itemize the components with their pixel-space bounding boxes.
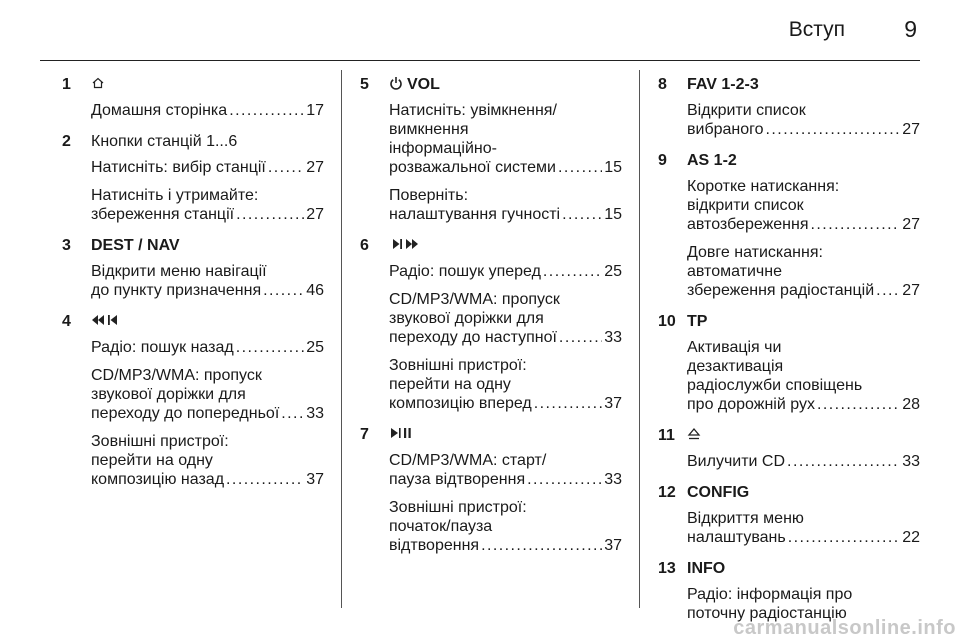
entry-text: Зовнішні пристрої: [389,357,527,374]
item-label-text: DEST / NAV [91,237,180,254]
dot-leader [543,262,602,281]
page-reference[interactable]: 27 [306,159,324,176]
page-reference[interactable]: 46 [306,282,324,299]
entry-text: композицію назад [91,471,225,488]
item-label [389,76,440,95]
item-entry [389,498,622,555]
column-3 [658,72,920,632]
entry-reference [389,394,622,413]
dot-leader [229,101,304,120]
entry-reference [91,338,324,357]
item-entry [687,243,920,300]
entry-text: переходу до наступної [389,329,557,346]
watermark: carmanualsonline.info [733,617,956,639]
column-divider [639,70,640,608]
entry-text: вибраного [687,121,764,138]
entry-text: Зовнішні пристрої: [389,499,527,516]
page-reference[interactable]: 15 [604,206,622,223]
power-icon [389,76,403,95]
dot-leader [876,281,900,300]
item-entry [389,101,622,177]
dot-leader [281,404,304,423]
home-icon [91,76,105,95]
page-header [40,0,920,60]
legend-item [658,556,920,623]
entry-text: Відкриття меню [687,510,804,527]
item-entry [687,509,920,547]
dot-leader [236,338,305,357]
entry-text: CD/MP3/WMA: старт/ [389,452,547,469]
legend-item [62,129,324,224]
entry-text: про дорожній рух [687,396,815,413]
page-reference[interactable]: 33 [902,453,920,470]
entry-reference [91,158,324,177]
entry-text: Радіо: пошук назад [91,339,234,356]
entry-text: налаштувань [687,529,786,546]
entry-text: вимкнення [389,121,469,138]
entry-text: дезактивація [687,358,784,375]
item-entry [687,177,920,234]
item-entry [389,262,622,281]
item-label-text: FAV 1-2-3 [687,76,759,93]
entry-text: налаштування гучності [389,206,561,223]
legend-item [62,309,324,489]
legend-item [62,72,324,120]
entry-reference [687,215,920,234]
dot-leader [263,281,304,300]
entry-text: Активація чи [687,339,782,356]
entry-reference [91,281,324,300]
dot-leader [562,205,602,224]
dot-leader [558,158,602,177]
item-entry [389,451,622,489]
item-entry [389,290,622,347]
entry-text: автозбереження [687,216,809,233]
entry-text: Відкрити список [687,102,806,119]
entry-reference [91,205,324,224]
entry-text: CD/MP3/WMA: пропуск [91,367,262,384]
item-number: 6 [360,237,369,254]
legend-item [360,72,622,224]
page-reference[interactable]: 25 [604,263,622,280]
item-label [687,313,707,331]
item-label [91,76,105,95]
entry-reference [91,404,324,423]
page-reference[interactable]: 37 [306,471,324,488]
entry-reference [389,536,622,555]
item-label [389,237,419,256]
item-label [91,133,237,151]
item-number: 4 [62,313,71,330]
entry-text: Натисніть: вибір станції [91,159,266,176]
page-reference[interactable]: 33 [306,405,324,422]
entry-text: переходу до попередньої [91,405,280,422]
entry-text: пауза відтворення [389,471,526,488]
entry-reference [91,101,324,120]
entry-text: Довге натискання: [687,244,823,261]
entry-text: Домашня сторінка [91,102,228,119]
legend-item [658,309,920,414]
entry-text: Зовнішні пристрої: [91,433,229,450]
item-label [389,426,413,445]
dot-leader [817,395,900,414]
entry-reference [389,262,622,281]
entry-text: CD/MP3/WMA: пропуск [389,291,560,308]
seek-forward-icon [389,237,419,256]
entry-text: звукової доріжки для [389,310,544,327]
dot-leader [787,452,900,471]
legend-item [658,480,920,547]
dot-leader [226,470,304,489]
page-reference[interactable]: 22 [902,529,920,546]
item-number: 12 [658,484,676,501]
entry-reference [687,452,920,471]
legend-item [658,72,920,139]
entry-text: Радіо: пошук уперед [389,263,541,280]
dot-leader [534,394,602,413]
entry-reference [389,205,622,224]
column-1 [62,72,324,498]
dot-leader [788,528,901,547]
page-number: 9 [904,16,917,42]
entry-text: Натисніть: увімкнення/ [389,102,557,119]
item-number: 3 [62,237,71,254]
page-reference[interactable]: 37 [604,395,622,412]
item-number: 5 [360,76,369,93]
legend-item [360,233,622,413]
item-label [687,560,725,578]
entry-reference [687,395,920,414]
entry-text: перейти на одну [91,452,213,469]
item-label-text: CONFIG [687,484,750,501]
dot-leader [268,158,304,177]
dot-leader [236,205,304,224]
item-entry [91,158,324,177]
entry-reference [687,120,920,139]
entry-text: Радіо: інформація про [687,586,853,603]
entry-text: композицію вперед [389,395,532,412]
item-label-text: TP [687,313,708,330]
item-entry [389,186,622,224]
item-entry [91,366,324,423]
dot-leader [527,470,602,489]
item-label [687,76,759,94]
entry-reference [687,281,920,300]
item-label [687,427,701,446]
item-label-text: INFO [687,560,726,577]
page-reference[interactable]: 33 [604,329,622,346]
item-number: 9 [658,152,667,169]
page-reference[interactable]: 37 [604,537,622,554]
page-reference[interactable]: 17 [306,102,324,119]
entry-text: звукової доріжки для [91,386,246,403]
item-number: 11 [658,427,675,444]
entry-text: Натисніть і утримайте: [91,187,259,204]
item-label [91,237,180,255]
item-entry [91,338,324,357]
page-title: Вступ [788,18,845,41]
entry-text: збереження радіостанцій [687,282,875,299]
item-label-text: Кнопки станцій 1...6 [91,133,238,150]
entry-text: відтворення [389,537,480,554]
entry-text: Відкрити меню навігації [91,263,267,280]
item-number: 1 [62,76,71,93]
entry-text: розважальної системи [389,159,556,176]
item-entry [687,101,920,139]
item-entry [91,101,324,120]
page-reference[interactable]: 15 [604,159,622,176]
entry-text: перейти на одну [389,376,511,393]
page-reference[interactable]: 28 [902,396,920,413]
item-number: 8 [658,76,667,93]
entry-text: Поверніть: [389,187,469,204]
entry-text: поточну радіостанцію [687,605,847,622]
entry-text: радіослужби сповіщень [687,377,863,394]
entry-reference [389,470,622,489]
play-pause-icon [389,426,413,445]
legend-item [360,422,622,555]
entry-text: до пункту призначення [91,282,262,299]
item-label-text: AS 1-2 [687,152,737,169]
entry-text: інформаційно- [389,140,497,157]
entry-reference [91,470,324,489]
column-divider [341,70,342,608]
entry-text: автоматичне [687,263,782,280]
page-reference[interactable]: 33 [604,471,622,488]
page-reference[interactable]: 27 [902,216,920,233]
page-reference[interactable]: 27 [902,121,920,138]
entry-reference [687,528,920,547]
item-entry [91,186,324,224]
item-number: 2 [62,133,71,150]
item-label [687,484,749,502]
page-reference[interactable]: 27 [306,206,324,223]
item-entry [687,452,920,471]
item-entry [91,432,324,489]
entry-text: Коротке натискання: [687,178,840,195]
dot-leader [481,536,602,555]
entry-reference [389,328,622,347]
dot-leader [766,120,901,139]
header-divider [40,60,920,61]
legend-item [658,423,920,471]
item-entry [389,356,622,413]
entry-text: Вилучити CD [687,453,786,470]
item-number: 13 [658,560,676,577]
dot-leader [811,215,901,234]
dot-leader [559,328,602,347]
legend-item [658,148,920,300]
page-reference[interactable]: 25 [306,339,324,356]
entry-text: початок/пауза [389,518,493,535]
item-number: 10 [658,313,676,330]
item-entry [91,262,324,300]
item-entry [687,338,920,414]
page-reference[interactable]: 27 [902,282,920,299]
entry-text: збереження станції [91,206,235,223]
legend-item [62,233,324,300]
entry-reference [389,158,622,177]
column-2 [360,72,622,564]
eject-icon [687,427,701,446]
item-label [687,152,737,170]
item-label-text: VOL [407,76,440,93]
seek-back-icon [91,313,121,332]
item-label [91,313,121,332]
entry-text: відкрити список [687,197,804,214]
item-number: 7 [360,426,369,443]
